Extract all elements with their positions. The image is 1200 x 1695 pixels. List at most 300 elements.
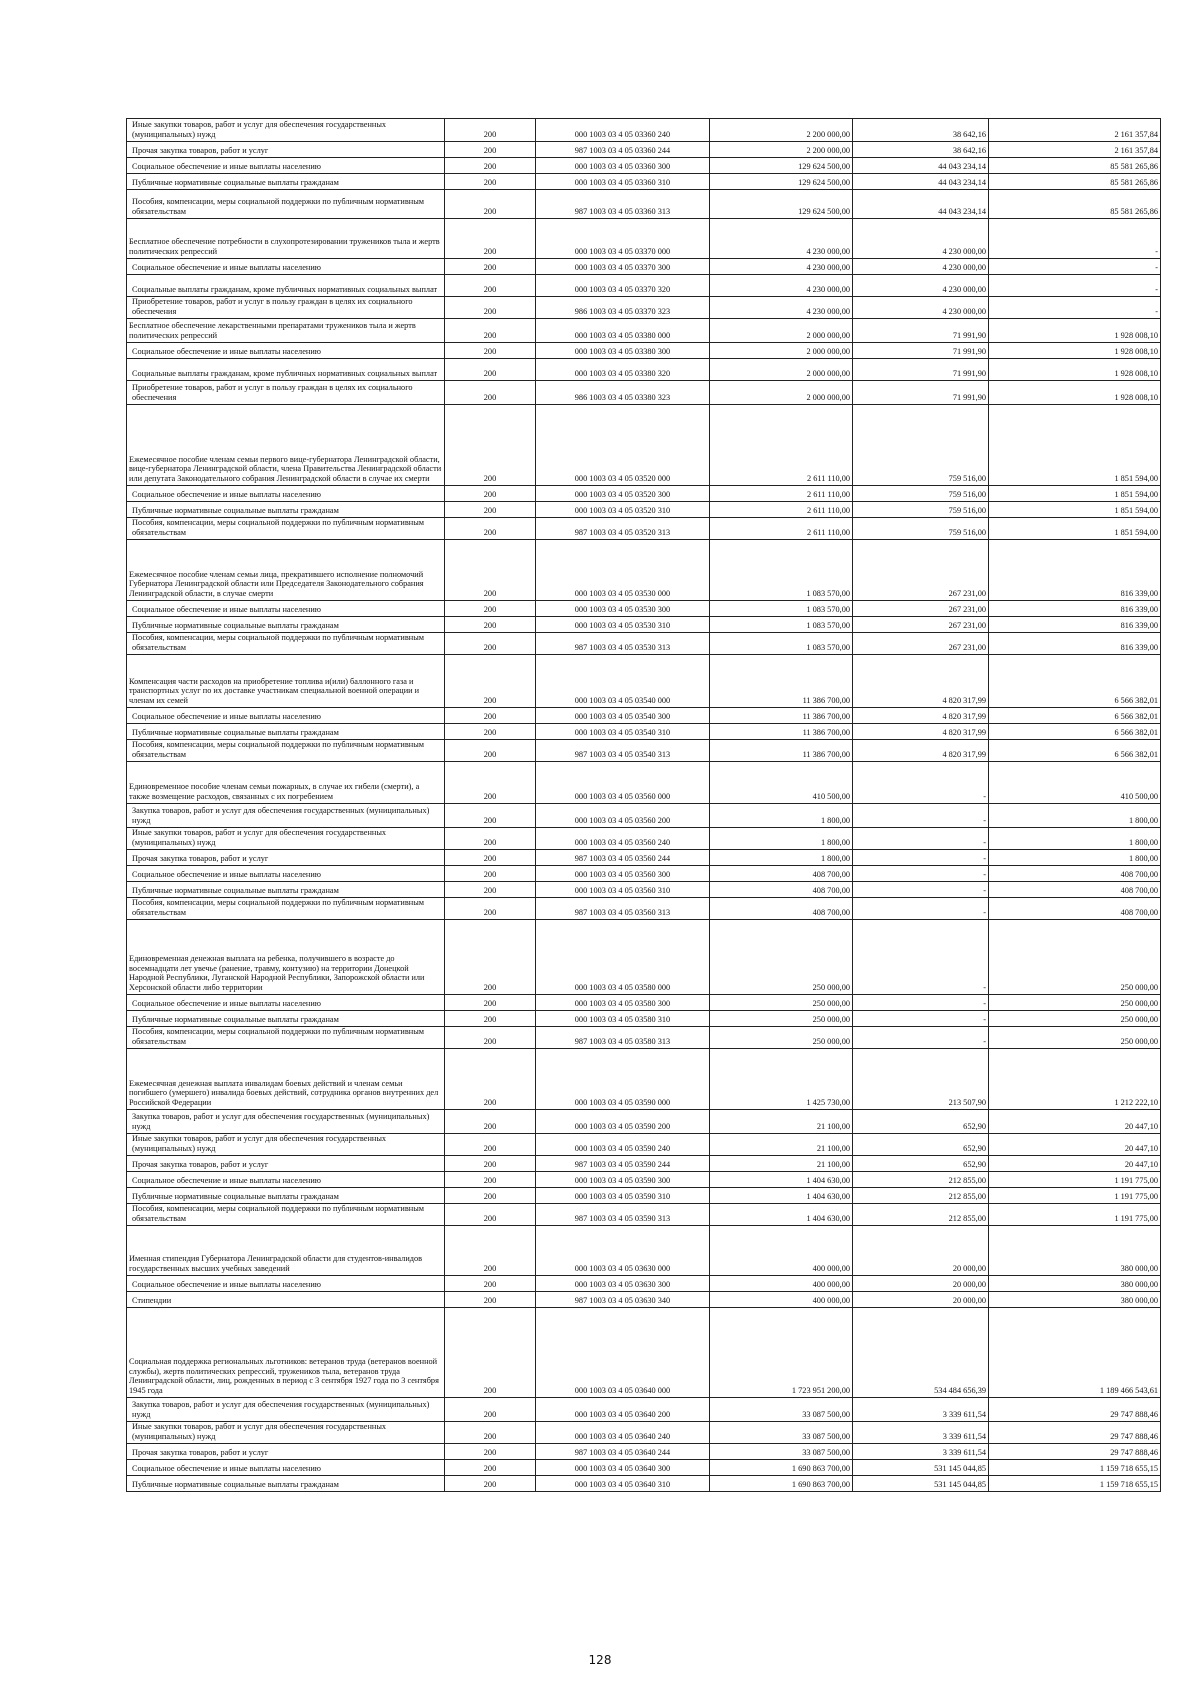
- row-name: Прочая закупка товаров, работ и услуг: [127, 142, 445, 158]
- row-unexecuted-amount: 6 566 382,01: [989, 708, 1161, 724]
- row-approved-amount: 1 690 863 700,00: [710, 1460, 853, 1476]
- row-code: 200: [445, 1398, 536, 1422]
- row-executed-amount: -: [853, 920, 989, 995]
- table-row: [127, 190, 1161, 219]
- row-executed-amount: 4 230 000,00: [853, 219, 989, 259]
- row-approved-amount: 1 083 570,00: [710, 617, 853, 633]
- table-row: [127, 1110, 1161, 1134]
- row-unexecuted-amount: 85 581 265,86: [989, 190, 1161, 219]
- row-kbk-code: 000 1003 03 4 05 03380 300: [536, 343, 710, 359]
- row-code: 200: [445, 259, 536, 275]
- row-code: 200: [445, 1188, 536, 1204]
- row-name: Закупка товаров, работ и услуг для обеспечения государственных (муниципальных) нужд: [127, 1110, 445, 1134]
- row-unexecuted-amount: 29 747 888,46: [989, 1444, 1161, 1460]
- row-code: 200: [445, 540, 536, 601]
- row-kbk-code: 000 1003 03 4 05 03590 000: [536, 1049, 710, 1110]
- row-code: 200: [445, 319, 536, 343]
- row-unexecuted-amount: 1 928 008,10: [989, 359, 1161, 381]
- row-executed-amount: 20 000,00: [853, 1292, 989, 1308]
- row-kbk-code: 987 1003 03 4 05 03560 244: [536, 850, 710, 866]
- row-code: 200: [445, 502, 536, 518]
- row-kbk-code: 000 1003 03 4 05 03540 310: [536, 724, 710, 740]
- row-kbk-code: 000 1003 03 4 05 03560 300: [536, 866, 710, 882]
- row-name: Иные закупки товаров, работ и услуг для обеспечения государственных (муниципальных) нужд: [127, 1134, 445, 1156]
- row-approved-amount: 250 000,00: [710, 995, 853, 1011]
- row-code: 200: [445, 1011, 536, 1027]
- row-approved-amount: 33 087 500,00: [710, 1444, 853, 1460]
- row-name: Закупка товаров, работ и услуг для обеспечения государственных (муниципальных) нужд: [127, 1398, 445, 1422]
- row-executed-amount: -: [853, 1011, 989, 1027]
- row-code: 200: [445, 1110, 536, 1134]
- row-code: 200: [445, 1226, 536, 1276]
- table-row: [127, 708, 1161, 724]
- row-kbk-code: 000 1003 03 4 05 03530 300: [536, 601, 710, 617]
- row-executed-amount: 759 516,00: [853, 502, 989, 518]
- table-row: [127, 381, 1161, 405]
- row-name: Социальное обеспечение и иные выплаты населению: [127, 158, 445, 174]
- table-row: [127, 1226, 1161, 1276]
- row-name: Пособия, компенсации, меры социальной поддержки по публичным нормативным обязательствам: [127, 190, 445, 219]
- row-approved-amount: 250 000,00: [710, 1011, 853, 1027]
- table-row: [127, 502, 1161, 518]
- row-kbk-code: 000 1003 03 4 05 03640 300: [536, 1460, 710, 1476]
- row-code: 200: [445, 740, 536, 762]
- row-code: 200: [445, 1204, 536, 1226]
- row-executed-amount: -: [853, 995, 989, 1011]
- row-executed-amount: 267 231,00: [853, 617, 989, 633]
- row-unexecuted-amount: 380 000,00: [989, 1226, 1161, 1276]
- row-name: Стипендии: [127, 1292, 445, 1308]
- row-name: Прочая закупка товаров, работ и услуг: [127, 1444, 445, 1460]
- row-kbk-code: 000 1003 03 4 05 03360 310: [536, 174, 710, 190]
- row-executed-amount: 44 043 234,14: [853, 190, 989, 219]
- row-kbk-code: 000 1003 03 4 05 03560 240: [536, 828, 710, 850]
- row-kbk-code: 000 1003 03 4 05 03560 310: [536, 882, 710, 898]
- row-name: Пособия, компенсации, меры социальной поддержки по публичным нормативным обязательствам: [127, 1027, 445, 1049]
- row-code: 200: [445, 158, 536, 174]
- row-executed-amount: 212 855,00: [853, 1188, 989, 1204]
- row-executed-amount: 267 231,00: [853, 633, 989, 655]
- row-kbk-code: 000 1003 03 4 05 03560 000: [536, 762, 710, 804]
- row-executed-amount: 3 339 611,54: [853, 1422, 989, 1444]
- row-name: Публичные нормативные социальные выплаты гражданам: [127, 882, 445, 898]
- row-kbk-code: 000 1003 03 4 05 03640 240: [536, 1422, 710, 1444]
- row-unexecuted-amount: 410 500,00: [989, 762, 1161, 804]
- table-row: [127, 219, 1161, 259]
- row-executed-amount: 531 145 044,85: [853, 1476, 989, 1492]
- row-unexecuted-amount: 816 339,00: [989, 633, 1161, 655]
- row-executed-amount: 4 820 317,99: [853, 655, 989, 708]
- row-kbk-code: 000 1003 03 4 05 03560 200: [536, 804, 710, 828]
- row-kbk-code: 000 1003 03 4 05 03380 000: [536, 319, 710, 343]
- row-approved-amount: 1 800,00: [710, 828, 853, 850]
- table-row: [127, 866, 1161, 882]
- row-unexecuted-amount: 1 800,00: [989, 850, 1161, 866]
- row-code: 200: [445, 617, 536, 633]
- row-name: Иные закупки товаров, работ и услуг для обеспечения государственных (муниципальных) нужд: [127, 119, 445, 142]
- table-row: [127, 850, 1161, 866]
- row-executed-amount: 20 000,00: [853, 1276, 989, 1292]
- row-name: Пособия, компенсации, меры социальной поддержки по публичным нормативным обязательствам: [127, 518, 445, 540]
- row-name: Публичные нормативные социальные выплаты гражданам: [127, 1011, 445, 1027]
- row-name: Социальное обеспечение и иные выплаты населению: [127, 866, 445, 882]
- row-name: Социальное обеспечение и иные выплаты населению: [127, 1172, 445, 1188]
- row-approved-amount: 129 624 500,00: [710, 190, 853, 219]
- row-approved-amount: 2 611 110,00: [710, 502, 853, 518]
- row-executed-amount: -: [853, 850, 989, 866]
- row-unexecuted-amount: 1 928 008,10: [989, 343, 1161, 359]
- row-approved-amount: 129 624 500,00: [710, 158, 853, 174]
- row-code: 200: [445, 405, 536, 486]
- row-name: Пособия, компенсации, меры социальной поддержки по публичным нормативным обязательствам: [127, 740, 445, 762]
- table-row: [127, 1308, 1161, 1398]
- row-code: 200: [445, 1172, 536, 1188]
- row-code: 200: [445, 655, 536, 708]
- row-kbk-code: 000 1003 03 4 05 03590 200: [536, 1110, 710, 1134]
- row-unexecuted-amount: 816 339,00: [989, 617, 1161, 633]
- row-unexecuted-amount: 1 159 718 655,15: [989, 1460, 1161, 1476]
- row-name: Публичные нормативные социальные выплаты гражданам: [127, 724, 445, 740]
- row-code: 200: [445, 828, 536, 850]
- row-executed-amount: 71 991,90: [853, 359, 989, 381]
- row-code: 200: [445, 708, 536, 724]
- row-approved-amount: 410 500,00: [710, 762, 853, 804]
- row-name: Ежемесячное пособие членам семьи первого вице-губернатора Ленинградской области, вице-губернатора Ленинградской области, члена Правительства Ленинградской области или депутата Законодательного собрания Ленинградской области в случае их смерти: [127, 405, 445, 486]
- row-unexecuted-amount: 816 339,00: [989, 601, 1161, 617]
- row-approved-amount: 4 230 000,00: [710, 219, 853, 259]
- row-approved-amount: 33 087 500,00: [710, 1398, 853, 1422]
- row-executed-amount: -: [853, 866, 989, 882]
- row-code: 200: [445, 920, 536, 995]
- table-row: [127, 762, 1161, 804]
- row-code: 200: [445, 219, 536, 259]
- table-row: [127, 1422, 1161, 1444]
- row-kbk-code: 987 1003 03 4 05 03560 313: [536, 898, 710, 920]
- row-approved-amount: 2 200 000,00: [710, 142, 853, 158]
- row-approved-amount: 11 386 700,00: [710, 740, 853, 762]
- row-approved-amount: 2 611 110,00: [710, 405, 853, 486]
- row-unexecuted-amount: 6 566 382,01: [989, 724, 1161, 740]
- row-kbk-code: 000 1003 03 4 05 03630 300: [536, 1276, 710, 1292]
- table-row: [127, 405, 1161, 486]
- row-code: 200: [445, 486, 536, 502]
- row-kbk-code: 000 1003 03 4 05 03590 240: [536, 1134, 710, 1156]
- row-code: 200: [445, 518, 536, 540]
- row-name: Ежемесячное пособие членам семьи лица, прекратившего исполнение полномочий Губернатора Ленинградской области или Председателя Законодательного собрания Ленинградской области, в случае смерти: [127, 540, 445, 601]
- row-approved-amount: 1 800,00: [710, 850, 853, 866]
- row-name: Социальное обеспечение и иные выплаты населению: [127, 708, 445, 724]
- row-executed-amount: 44 043 234,14: [853, 158, 989, 174]
- row-executed-amount: 4 820 317,99: [853, 740, 989, 762]
- row-name: Приобретение товаров, работ и услуг в пользу граждан в целях их социального обеспечения: [127, 297, 445, 319]
- row-kbk-code: 000 1003 03 4 05 03530 000: [536, 540, 710, 601]
- row-code: 200: [445, 1444, 536, 1460]
- row-kbk-code: 000 1003 03 4 05 03360 300: [536, 158, 710, 174]
- row-approved-amount: 11 386 700,00: [710, 655, 853, 708]
- row-approved-amount: 11 386 700,00: [710, 724, 853, 740]
- row-unexecuted-amount: -: [989, 259, 1161, 275]
- row-approved-amount: 2 000 000,00: [710, 343, 853, 359]
- row-unexecuted-amount: 1 159 718 655,15: [989, 1476, 1161, 1492]
- row-code: 200: [445, 1422, 536, 1444]
- row-executed-amount: 71 991,90: [853, 381, 989, 405]
- row-code: 200: [445, 381, 536, 405]
- row-unexecuted-amount: 380 000,00: [989, 1276, 1161, 1292]
- row-code: 200: [445, 601, 536, 617]
- row-code: 200: [445, 1460, 536, 1476]
- row-kbk-code: 000 1003 03 4 05 03520 310: [536, 502, 710, 518]
- row-unexecuted-amount: 250 000,00: [989, 1027, 1161, 1049]
- row-unexecuted-amount: -: [989, 275, 1161, 297]
- row-unexecuted-amount: 408 700,00: [989, 866, 1161, 882]
- row-executed-amount: 38 642,16: [853, 142, 989, 158]
- row-executed-amount: 4 230 000,00: [853, 275, 989, 297]
- table-row: [127, 297, 1161, 319]
- row-executed-amount: 759 516,00: [853, 486, 989, 502]
- row-kbk-code: 000 1003 03 4 05 03370 320: [536, 275, 710, 297]
- row-unexecuted-amount: -: [989, 219, 1161, 259]
- row-kbk-code: 987 1003 03 4 05 03530 313: [536, 633, 710, 655]
- row-approved-amount: 1 800,00: [710, 804, 853, 828]
- row-name: Бесплатное обеспечение лекарственными препаратами тружеников тыла и жертв политических репрессий: [127, 319, 445, 343]
- table-row: [127, 343, 1161, 359]
- row-kbk-code: 987 1003 03 4 05 03590 244: [536, 1156, 710, 1172]
- row-code: 200: [445, 804, 536, 828]
- row-unexecuted-amount: 20 447,10: [989, 1110, 1161, 1134]
- row-unexecuted-amount: -: [989, 297, 1161, 319]
- row-unexecuted-amount: 6 566 382,01: [989, 740, 1161, 762]
- row-unexecuted-amount: 1 191 775,00: [989, 1188, 1161, 1204]
- row-executed-amount: 4 820 317,99: [853, 724, 989, 740]
- row-unexecuted-amount: 408 700,00: [989, 882, 1161, 898]
- row-kbk-code: 986 1003 03 4 05 03380 323: [536, 381, 710, 405]
- row-unexecuted-amount: 1 191 775,00: [989, 1204, 1161, 1226]
- row-approved-amount: 2 000 000,00: [710, 319, 853, 343]
- table-row: [127, 1444, 1161, 1460]
- row-name: Ежемесячная денежная выплата инвалидам боевых действий и членам семьи погибшего (умершего) инвалида боевых действий, сотрудника органов внутренних дел Российской Федерации: [127, 1049, 445, 1110]
- row-executed-amount: -: [853, 804, 989, 828]
- row-name: Прочая закупка товаров, работ и услуг: [127, 850, 445, 866]
- table-row: [127, 740, 1161, 762]
- table-row: [127, 1460, 1161, 1476]
- row-name: Социальные выплаты гражданам, кроме публичных нормативных социальных выплат: [127, 275, 445, 297]
- row-kbk-code: 000 1003 03 4 05 03360 240: [536, 119, 710, 142]
- row-unexecuted-amount: 250 000,00: [989, 920, 1161, 995]
- row-unexecuted-amount: 29 747 888,46: [989, 1422, 1161, 1444]
- row-approved-amount: 1 083 570,00: [710, 540, 853, 601]
- row-kbk-code: 000 1003 03 4 05 03540 000: [536, 655, 710, 708]
- row-unexecuted-amount: 1 851 594,00: [989, 502, 1161, 518]
- row-executed-amount: 212 855,00: [853, 1172, 989, 1188]
- row-code: 200: [445, 174, 536, 190]
- row-name: Социальная поддержка региональных льготников: ветеранов труда (ветеранов военной службы), жертв политических репрессий, тружеников тыла, ветеранов труда Ленинградской области, лиц, рожденных в период с 3 сентября 1927 года по 3 сентября 1945 года: [127, 1308, 445, 1398]
- row-executed-amount: 759 516,00: [853, 518, 989, 540]
- row-executed-amount: 652,90: [853, 1134, 989, 1156]
- row-executed-amount: 4 230 000,00: [853, 259, 989, 275]
- row-code: 200: [445, 142, 536, 158]
- row-unexecuted-amount: 1 851 594,00: [989, 518, 1161, 540]
- table-body: [127, 119, 1161, 1492]
- row-executed-amount: 71 991,90: [853, 343, 989, 359]
- row-name: Социальные выплаты гражданам, кроме публичных нормативных социальных выплат: [127, 359, 445, 381]
- table-row: [127, 920, 1161, 995]
- row-name: Социальное обеспечение и иные выплаты населению: [127, 995, 445, 1011]
- row-executed-amount: 267 231,00: [853, 601, 989, 617]
- row-approved-amount: 1 723 951 200,00: [710, 1308, 853, 1398]
- row-approved-amount: 400 000,00: [710, 1276, 853, 1292]
- row-executed-amount: -: [853, 882, 989, 898]
- table-row: [127, 1398, 1161, 1422]
- row-unexecuted-amount: 1 851 594,00: [989, 405, 1161, 486]
- row-kbk-code: 987 1003 03 4 05 03640 244: [536, 1444, 710, 1460]
- table-row: [127, 319, 1161, 343]
- row-approved-amount: 1 083 570,00: [710, 601, 853, 617]
- row-executed-amount: 44 043 234,14: [853, 174, 989, 190]
- row-code: 200: [445, 1049, 536, 1110]
- row-code: 200: [445, 119, 536, 142]
- row-approved-amount: 408 700,00: [710, 898, 853, 920]
- table-row: [127, 540, 1161, 601]
- row-approved-amount: 2 200 000,00: [710, 119, 853, 142]
- row-executed-amount: 759 516,00: [853, 405, 989, 486]
- row-name: Пособия, компенсации, меры социальной поддержки по публичным нормативным обязательствам: [127, 898, 445, 920]
- row-kbk-code: 000 1003 03 4 05 03380 320: [536, 359, 710, 381]
- row-approved-amount: 250 000,00: [710, 1027, 853, 1049]
- row-approved-amount: 1 083 570,00: [710, 633, 853, 655]
- table-row: [127, 617, 1161, 633]
- row-approved-amount: 21 100,00: [710, 1110, 853, 1134]
- table-row: [127, 1049, 1161, 1110]
- row-executed-amount: -: [853, 762, 989, 804]
- table-row: [127, 882, 1161, 898]
- row-name: Бесплатное обеспечение потребности в слухопротезировании тружеников тыла и жертв политических репрессий: [127, 219, 445, 259]
- row-executed-amount: 20 000,00: [853, 1226, 989, 1276]
- row-executed-amount: -: [853, 898, 989, 920]
- row-unexecuted-amount: 1 191 775,00: [989, 1172, 1161, 1188]
- row-unexecuted-amount: 85 581 265,86: [989, 174, 1161, 190]
- table-row: [127, 724, 1161, 740]
- row-kbk-code: 986 1003 03 4 05 03370 323: [536, 297, 710, 319]
- row-approved-amount: 408 700,00: [710, 882, 853, 898]
- table-row: [127, 142, 1161, 158]
- row-code: 200: [445, 1276, 536, 1292]
- table-row: [127, 1292, 1161, 1308]
- row-code: 200: [445, 1308, 536, 1398]
- row-unexecuted-amount: 1 189 466 543,61: [989, 1308, 1161, 1398]
- table-row: [127, 359, 1161, 381]
- row-name: Публичные нормативные социальные выплаты гражданам: [127, 617, 445, 633]
- row-executed-amount: 3 339 611,54: [853, 1444, 989, 1460]
- row-approved-amount: 400 000,00: [710, 1226, 853, 1276]
- row-approved-amount: 4 230 000,00: [710, 259, 853, 275]
- table-row: [127, 518, 1161, 540]
- row-executed-amount: 3 339 611,54: [853, 1398, 989, 1422]
- table-row: [127, 655, 1161, 708]
- table-row: [127, 1204, 1161, 1226]
- row-name: Социальное обеспечение и иные выплаты населению: [127, 1460, 445, 1476]
- table-row: [127, 601, 1161, 617]
- row-code: 200: [445, 762, 536, 804]
- row-approved-amount: 11 386 700,00: [710, 708, 853, 724]
- row-kbk-code: 987 1003 03 4 05 03360 244: [536, 142, 710, 158]
- row-kbk-code: 987 1003 03 4 05 03580 313: [536, 1027, 710, 1049]
- row-executed-amount: 212 855,00: [853, 1204, 989, 1226]
- table-row: [127, 486, 1161, 502]
- row-executed-amount: 267 231,00: [853, 540, 989, 601]
- table-row: [127, 259, 1161, 275]
- row-unexecuted-amount: 250 000,00: [989, 995, 1161, 1011]
- row-unexecuted-amount: 1 928 008,10: [989, 381, 1161, 405]
- row-code: 200: [445, 866, 536, 882]
- row-approved-amount: 1 404 630,00: [710, 1188, 853, 1204]
- row-executed-amount: 213 507,90: [853, 1049, 989, 1110]
- row-executed-amount: 534 484 656,39: [853, 1308, 989, 1398]
- row-code: 200: [445, 633, 536, 655]
- row-name: Пособия, компенсации, меры социальной поддержки по публичным нормативным обязательствам: [127, 1204, 445, 1226]
- row-unexecuted-amount: 1 800,00: [989, 828, 1161, 850]
- row-code: 200: [445, 1476, 536, 1492]
- row-name: Социальное обеспечение и иные выплаты населению: [127, 601, 445, 617]
- row-unexecuted-amount: 20 447,10: [989, 1134, 1161, 1156]
- row-code: 200: [445, 297, 536, 319]
- row-executed-amount: 4 230 000,00: [853, 297, 989, 319]
- row-kbk-code: 000 1003 03 4 05 03640 000: [536, 1308, 710, 1398]
- row-code: 200: [445, 190, 536, 219]
- row-unexecuted-amount: 408 700,00: [989, 898, 1161, 920]
- row-executed-amount: 652,90: [853, 1110, 989, 1134]
- row-unexecuted-amount: 2 161 357,84: [989, 119, 1161, 142]
- page-number: 128: [588, 1653, 612, 1667]
- row-name: Приобретение товаров, работ и услуг в пользу граждан в целях их социального обеспечения: [127, 381, 445, 405]
- row-unexecuted-amount: 1 800,00: [989, 804, 1161, 828]
- row-code: 200: [445, 1027, 536, 1049]
- row-approved-amount: 2 611 110,00: [710, 518, 853, 540]
- row-code: 200: [445, 1156, 536, 1172]
- row-code: 200: [445, 359, 536, 381]
- row-kbk-code: 987 1003 03 4 05 03520 313: [536, 518, 710, 540]
- row-kbk-code: 000 1003 03 4 05 03530 310: [536, 617, 710, 633]
- row-code: 200: [445, 1292, 536, 1308]
- row-code: 200: [445, 898, 536, 920]
- row-kbk-code: 000 1003 03 4 05 03580 310: [536, 1011, 710, 1027]
- row-executed-amount: 38 642,16: [853, 119, 989, 142]
- table-row: [127, 1027, 1161, 1049]
- budget-expenditure-table: [126, 118, 1161, 1492]
- table-row: [127, 633, 1161, 655]
- table-row: [127, 1276, 1161, 1292]
- row-name: Единовременное пособие членам семьи пожарных, в случае их гибели (смерти), а также возмещение расходов, связанных с их погребением: [127, 762, 445, 804]
- table-row: [127, 1188, 1161, 1204]
- row-code: 200: [445, 882, 536, 898]
- row-name: Публичные нормативные социальные выплаты гражданам: [127, 174, 445, 190]
- table-row: [127, 898, 1161, 920]
- row-unexecuted-amount: 6 566 382,01: [989, 655, 1161, 708]
- table-row: [127, 174, 1161, 190]
- row-name: Компенсация части расходов на приобретение топлива и(или) баллонного газа и транспортных услуг по их доставке участникам специальной военной операции и членам их семей: [127, 655, 445, 708]
- row-executed-amount: 4 820 317,99: [853, 708, 989, 724]
- row-kbk-code: 987 1003 03 4 05 03590 313: [536, 1204, 710, 1226]
- row-name: Социальное обеспечение и иные выплаты населению: [127, 343, 445, 359]
- row-unexecuted-amount: 1 928 008,10: [989, 319, 1161, 343]
- row-code: 200: [445, 995, 536, 1011]
- row-name: Единовременная денежная выплата на ребенка, получившего в возрасте до восемнадцати лет увечье (ранение, травму, контузию) на территории Донецкой Народной Республики, Луганской Народной Республики, Запорожской области или Херсонской области либо территории: [127, 920, 445, 995]
- row-code: 200: [445, 850, 536, 866]
- row-kbk-code: 000 1003 03 4 05 03640 310: [536, 1476, 710, 1492]
- row-approved-amount: 1 690 863 700,00: [710, 1476, 853, 1492]
- row-name: Социальное обеспечение и иные выплаты населению: [127, 486, 445, 502]
- row-approved-amount: 1 404 630,00: [710, 1172, 853, 1188]
- row-unexecuted-amount: 85 581 265,86: [989, 158, 1161, 174]
